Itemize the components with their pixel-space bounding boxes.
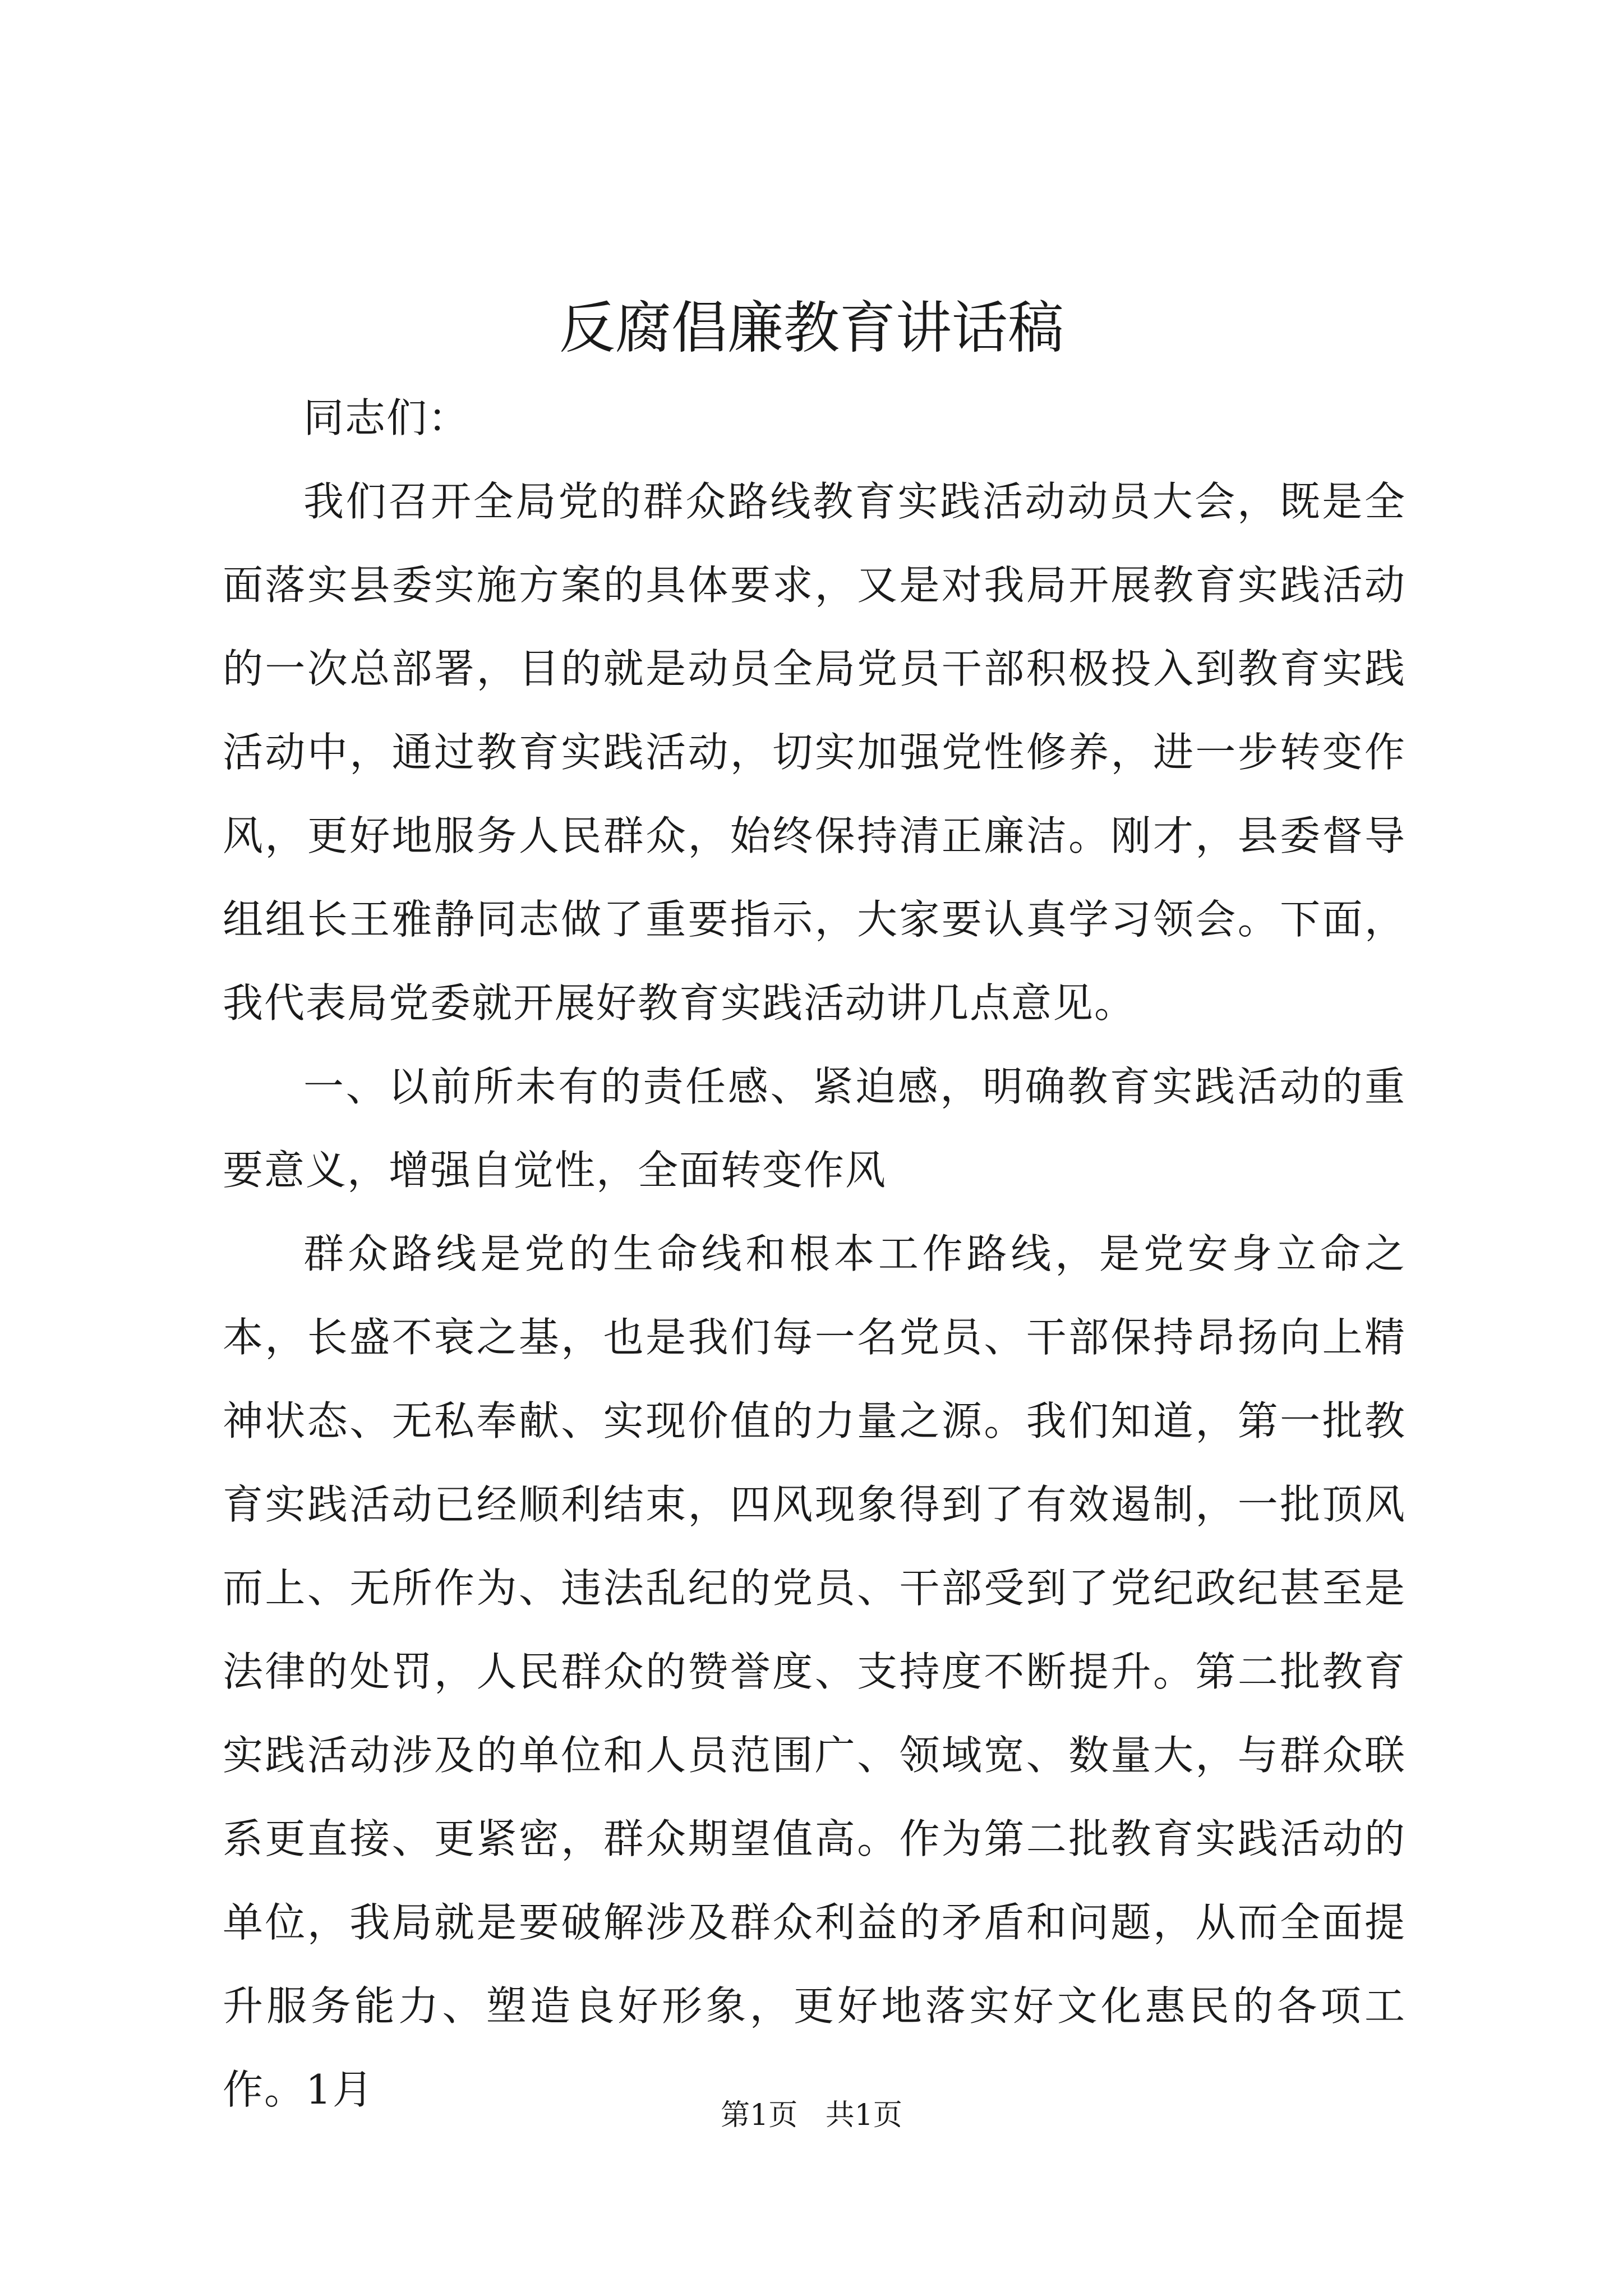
document-title: 反腐倡廉教育讲话稿 xyxy=(559,295,1064,361)
page-total: 共1页 xyxy=(825,2099,902,2132)
paragraph-intro: 我们召开全局党的群众路线教育实践活动动员大会，既是全面落实县委实施方案的具体要求，又是对我局开展教育实践活动的一次总部署，目的就是动员全局党员干部积极投入到教育实践活动中，通过教育实践活动，切实加强党性修养，进一步转变作风，更好地服务人民群众，始终保持清正廉洁。刚才，县委督导组组长王雅静同志做了重要指示，大家要认真学习领会。下面，我代表局党委就开展好教育实践活动讲几点意见。 xyxy=(223,478,1406,1027)
page-number: 第1页 xyxy=(721,2099,798,2132)
document-body xyxy=(223,376,1406,2132)
page-footer xyxy=(0,2093,1623,2138)
paragraph-mass-line: 群众路线是党的生命线和根本工作路线，是党安身立命之本，长盛不衰之基，也是我们每一名党员、干部保持昂扬向上精神状态、无私奉献、实现价值的力量之源。我们知道，第一批教育实践活动已经顺利结束，四风现象得到了有效遏制，一批顶风而上、无所作为、违法乱纪的党员、干部受到了党纪政纪甚至是法律的处罚，人民群众的赞誉度、支持度不断提升。第二批教育实践活动涉及的单位和人员范围广、领域宽、数量大，与群众联系更直接、更紧密，群众期望值高。作为第二批教育实践活动的单位，我局就是要破解涉及群众利益的矛盾和问题，从而全面提升服务能力、塑造良好形象，更好地落实好文化惠民的各项工作。1月 xyxy=(223,1230,1406,2113)
greeting: 同志们： xyxy=(303,394,470,441)
section-heading-1: 一、以前所未有的责任感、紧迫感，明确教育实践活动的重要意义，增强自觉性，全面转变作风 xyxy=(223,1063,1406,1194)
